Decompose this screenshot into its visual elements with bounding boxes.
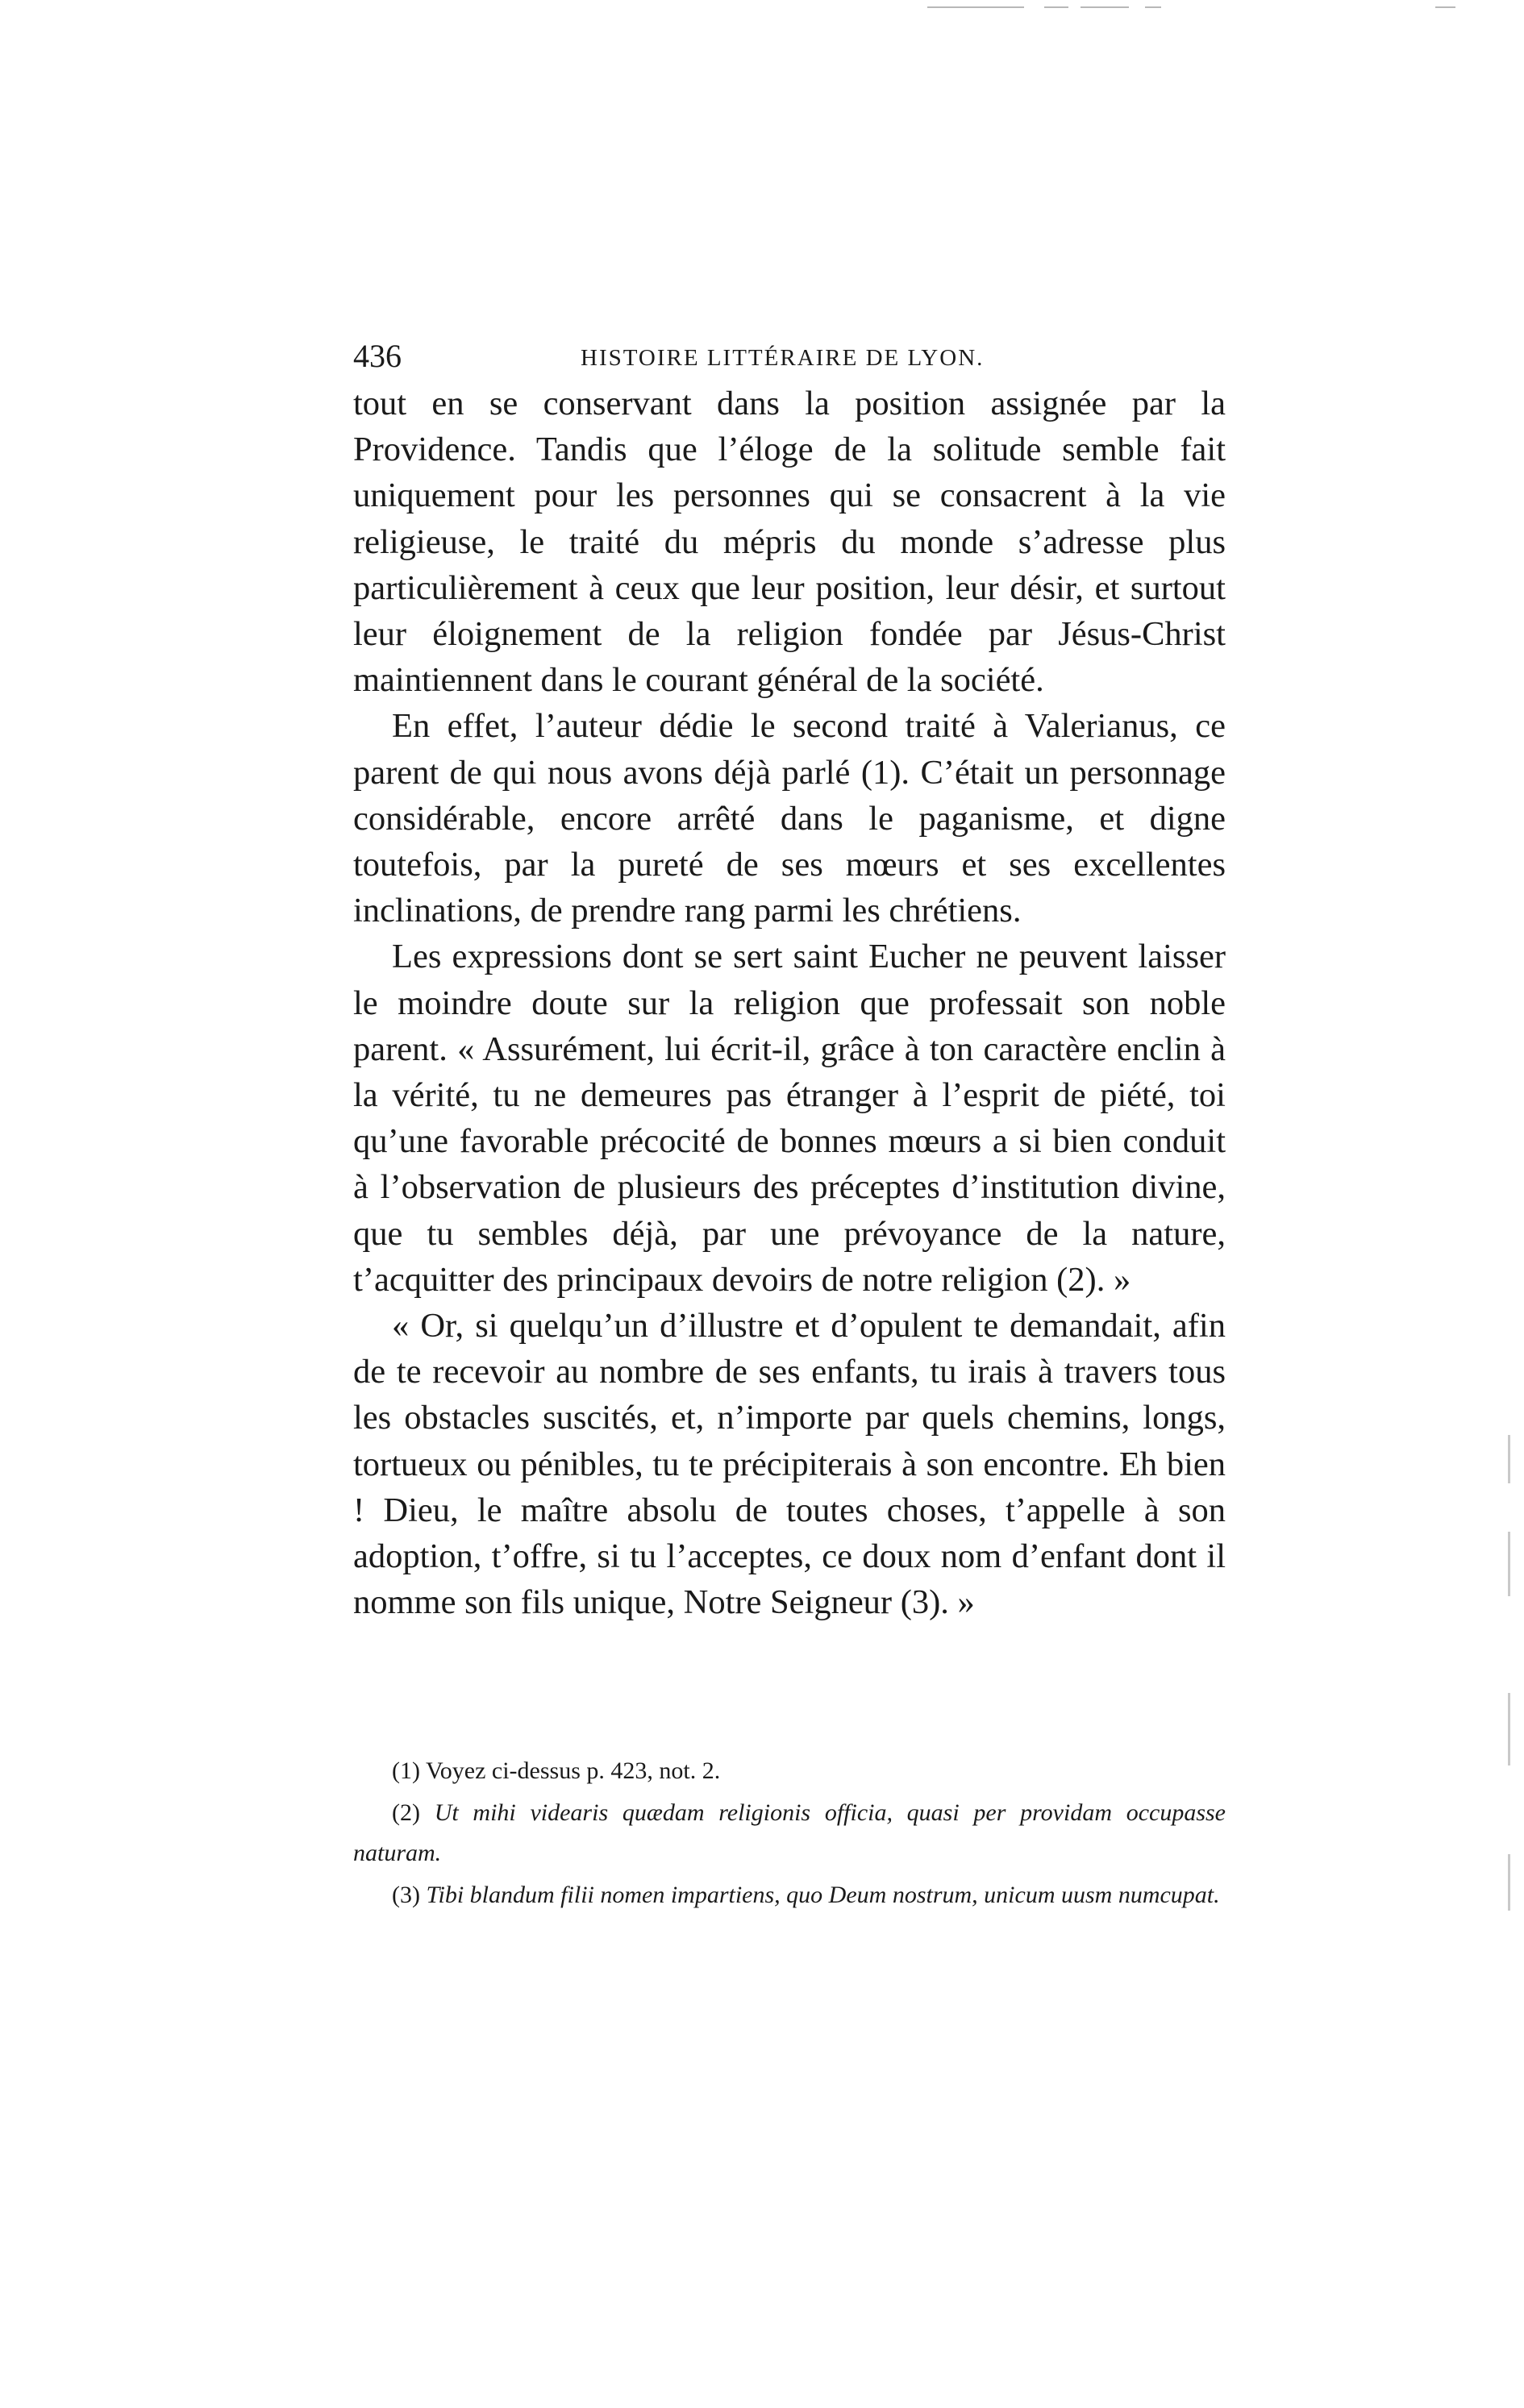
footnote-1 [353,1751,1226,1791]
scan-edge-mark [1081,6,1129,8]
footnote-marker: (2) [392,1799,420,1826]
footnote-marker: (3) [392,1882,420,1908]
page-header [353,332,1240,381]
margin-speck [1508,1854,1510,1911]
paragraph-1: tout en se conservant dans la position assignée par la Providence. Tandis que l’éloge de la solitude semble fait uniquement pour les personnes qui se consacrent à la vie religieuse, le traité du mépris du monde s’adresse plus particulièrement à ceux que leur position, leur désir, et surtout leur éloignement de la religion fondée par Jésus-Christ maintiennent dans le courant général de la société. [353,385,1226,700]
scan-edge-mark [1044,6,1068,8]
footnote-2 [353,1793,1226,1874]
main-text [353,381,1226,1625]
footnote-text: Voyez ci-dessus p. 423, not. 2. [425,1757,721,1784]
margin-speck [1508,1435,1510,1483]
footnote-marker: (1) [392,1757,420,1784]
paragraph-2: En effet, l’auteur dédie le second traité à Valerianus, ce parent de qui nous avons déjà parlé (1). C’était un personnage considérable, encore arrêté dans le paganisme, et digne toutefois, par la pureté de ses mœurs et ses excellentes inclinations, de prendre rang parmi les chrétiens. [353,707,1226,930]
running-title: HISTOIRE LITTÉRAIRE DE LYON. [581,345,985,371]
margin-speck [1508,1693,1510,1765]
footnote-text: Ut mihi videaris quædam religionis officia, quasi per providam occupasse naturam. [353,1799,1226,1866]
paragraph-4: « Or, si quelqu’un d’illustre et d’opulent te demandait, afin de te recevoir au nombre de ses enfants, tu irais à travers tous les obstacles suscités, et, n’importe par quels chemins, longs, tortueux ou pénibles, tu te précipiterais à son encontre. Eh bien ! Dieu, le maître absolu de toutes choses, t’appelle à son adoption, t’offre, si tu l’acceptes, ce doux nom d’enfant dont il nomme son fils unique, Notre Seigneur (3). » [353,1307,1226,1622]
page-number: 436 [353,338,402,374]
footnote-text: Tibi blandum filii nomen impartiens, quo Deum nostrum, unicum uusm numcupat. [426,1882,1220,1908]
footnote-3 [353,1875,1226,1915]
paragraph-3: Les expressions dont se sert saint Eucher ne peuvent laisser le moindre doute sur la religion que professait son noble parent. « Assurément, lui écrit-il, grâce à ton caractère enclin à la vérité, tu ne demeures pas étranger à l’esprit de piété, toi qu’une favorable précocité de bonnes mœurs a si bien conduit à l’observation de plusieurs des préceptes d’institution divine, que tu sembles déjà, par une prévoyance de la nature, t’acquitter des principaux devoirs de notre religion (2). » [353,938,1226,1299]
scan-edge-mark [1435,6,1455,8]
footnotes [353,1751,1226,1917]
margin-speck [1508,1532,1510,1596]
scan-edge-mark [927,6,1024,8]
scan-edge-mark [1145,6,1161,8]
